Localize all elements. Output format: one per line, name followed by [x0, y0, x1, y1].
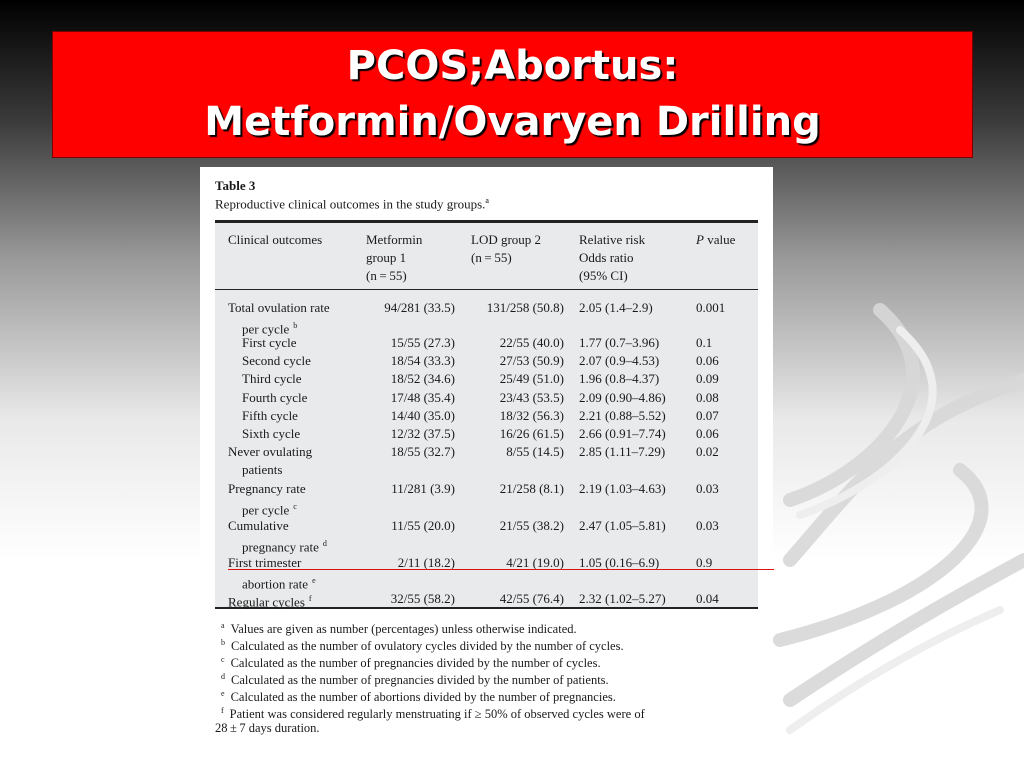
table-cell-risk: 1.77 (0.7–3.96): [579, 335, 660, 350]
footnote-text: Calculated as the number of abortions divided by the number of pregnancies.: [230, 690, 616, 705]
table-cell-lod: 27/53 (50.9): [499, 353, 564, 368]
table-row-label-text: Sixth cycle: [242, 426, 301, 441]
table-cell-metformin: 15/55 (27.3): [390, 335, 455, 350]
header-risk-line-3: (95% CI): [579, 268, 628, 283]
footnote-text: Calculated as the number of ovulatory cycles divided by the number of cycles.: [231, 639, 624, 654]
footnote-text: Calculated as the number of pregnancies divided by the number of cycles.: [230, 656, 601, 671]
table-cell-p: 0.06: [696, 426, 719, 441]
table-cell-risk: 2.21 (0.88–5.52): [579, 408, 666, 423]
highlight-underline: [228, 569, 774, 570]
table-cell-metformin: 11/55 (20.0): [391, 518, 455, 533]
table-cell-p: 0.07: [696, 408, 719, 423]
table-cell-risk: 1.05 (0.16–6.9): [579, 555, 660, 570]
footnote: [215, 720, 320, 737]
footnote-marker: d: [221, 672, 225, 681]
table-row-label-text: Fourth cycle: [242, 390, 308, 405]
table-cell-metformin: 14/40 (35.0): [390, 408, 455, 423]
table-row-label-text: First cycle: [242, 335, 297, 350]
header-p-value: [696, 231, 735, 249]
table-row-label-text: Cumulative: [228, 518, 289, 533]
header-risk-line-1: Relative risk: [579, 232, 646, 247]
footnote-text: 28 ± 7 days duration.: [215, 721, 320, 735]
table-row-label: [242, 461, 282, 479]
table-row-label-text: Total ovulation rate: [228, 300, 330, 315]
table-row-label-text: per cycle: [242, 502, 290, 518]
table-cell-lod: 21/55 (38.2): [499, 518, 564, 533]
table-cell-lod: 4/21 (19.0): [506, 555, 564, 570]
table-cell-risk: 2.47 (1.05–5.81): [579, 518, 666, 533]
footnote-text: Values are given as number (percentages) unless otherwise indicated.: [230, 622, 577, 637]
table-row-label-text: First trimester: [228, 555, 302, 570]
table-cell-risk: 2.07 (0.9–4.53): [579, 353, 660, 368]
table-cell-metformin: 18/55 (32.7): [390, 444, 455, 459]
table-row-label-text: patients: [242, 462, 283, 477]
table-row-label: [228, 299, 330, 317]
footnote-marker: e: [312, 576, 316, 585]
table-row-label-text: Never ovulating: [228, 444, 313, 459]
table-row-label: [228, 517, 289, 535]
table-cell-metformin: 94/281 (33.5): [384, 300, 455, 315]
header-metformin-line-1: Metformin: [366, 232, 423, 247]
footnote-text: Patient was considered regularly menstruating if ≥ 50% of observed cycles were of: [229, 707, 645, 722]
header-metformin-line-2: group 1: [366, 250, 407, 265]
table-row-label-text: Regular cycles: [228, 594, 305, 610]
table-cell-p: 0.09: [696, 371, 719, 386]
table-row-label-text: abortion rate: [242, 576, 309, 592]
table-label: Table 3: [215, 178, 256, 193]
header-clinical-outcomes: Clinical outcomes: [228, 232, 323, 247]
table-row-label: [242, 407, 298, 425]
table-row-label-text: Fifth cycle: [242, 408, 298, 423]
table-row-label: [228, 590, 312, 611]
header-p-italic: P: [696, 232, 704, 247]
table-cell-metformin: 18/52 (34.6): [390, 371, 455, 386]
footnote-marker: a: [221, 621, 225, 630]
table-cell-lod: 16/26 (61.5): [499, 426, 564, 441]
header-metformin-line-3: (n = 55): [366, 268, 407, 283]
table-row-label-text: per cycle: [242, 321, 290, 337]
table-row-label: [242, 425, 300, 443]
table-cell-lod: 131/258 (50.8): [486, 300, 564, 315]
table-row-label: [228, 443, 312, 461]
header-lod-line-2: (n = 55): [471, 250, 512, 265]
table-cell-lod: 8/55 (14.5): [506, 444, 564, 459]
footnote-marker: c: [221, 655, 225, 664]
table-cell-risk: 2.05 (1.4–2.9): [579, 300, 653, 315]
slide-title-banner: [52, 31, 973, 158]
table-caption-text: Reproductive clinical outcomes in the study groups.: [215, 196, 486, 212]
table-cell-p: 0.04: [696, 591, 719, 606]
table-cell-risk: 2.19 (1.03–4.63): [579, 481, 666, 496]
footnote-marker: f: [221, 706, 224, 715]
table-cell-p: 0.03: [696, 518, 719, 533]
table-cell-risk: 1.96 (0.8–4.37): [579, 371, 660, 386]
table-cell-p: 0.03: [696, 481, 719, 496]
footnote-text: Calculated as the number of pregnancies divided by the number of patients.: [231, 673, 609, 688]
table-cell-lod: 21/258 (8.1): [499, 481, 564, 496]
table-cell-lod: 18/32 (56.3): [499, 408, 564, 423]
table-cell-metformin: 11/281 (3.9): [391, 481, 455, 496]
table-row-label: [242, 370, 302, 388]
header-p-rest: value: [703, 232, 736, 247]
table-figure: [200, 167, 773, 747]
table-cell-metformin: 12/32 (37.5): [390, 426, 455, 441]
table-row-label-text: pregnancy rate: [242, 539, 319, 555]
footnote-marker: c: [293, 502, 297, 511]
table-row-label: [242, 334, 297, 352]
header-lod-line-1: LOD group 2: [471, 232, 542, 247]
table-row-label: [242, 352, 311, 370]
table-cell-risk: 2.32 (1.02–5.27): [579, 591, 666, 606]
table-cell-p: 0.02: [696, 444, 719, 459]
header-risk-line-2: Odds ratio: [579, 250, 634, 265]
table-cell-p: 0.08: [696, 390, 719, 405]
table-cell-risk: 2.66 (0.91–7.74): [579, 426, 666, 441]
table-cell-p: 0.1: [696, 335, 713, 350]
table-cell-lod: 42/55 (76.4): [499, 591, 564, 606]
slide-title-line-1: PCOS;Abortus:: [346, 43, 679, 89]
table-cell-metformin: 17/48 (35.4): [390, 390, 455, 405]
table-row-label-text: Second cycle: [242, 353, 311, 368]
data-table: [215, 220, 758, 609]
caption-footnote-marker: a: [485, 196, 489, 205]
slide-title-line-2: Metformin/Ovaryen Drilling: [204, 99, 821, 145]
table-cell-lod: 25/49 (51.0): [499, 371, 564, 386]
footnote-marker: b: [293, 321, 298, 330]
table-row-label-text: Pregnancy rate: [228, 481, 306, 496]
table-cell-metformin: 32/55 (58.2): [390, 591, 455, 606]
footnote-marker: b: [221, 638, 225, 647]
table-cell-risk: 2.09 (0.90–4.86): [579, 390, 666, 405]
footnote-marker: d: [322, 539, 327, 548]
header-divider: [215, 289, 758, 290]
table-row-label: [228, 480, 306, 498]
table-cell-lod: 23/43 (53.5): [499, 390, 564, 405]
table-caption: [215, 196, 489, 212]
table-cell-p: 0.06: [696, 353, 719, 368]
table-cell-lod: 22/55 (40.0): [499, 335, 564, 350]
table-row-label-text: Third cycle: [242, 371, 302, 386]
footnote-marker: e: [221, 689, 225, 698]
table-cell-metformin: 2/11 (18.2): [397, 555, 455, 570]
table-cell-p: 0.001: [696, 300, 726, 315]
table-cell-risk: 2.85 (1.11–7.29): [579, 444, 666, 459]
table-cell-p: 0.9: [696, 555, 713, 570]
table-row-label: [242, 389, 307, 407]
table-cell-metformin: 18/54 (33.3): [390, 353, 455, 368]
footnote-marker: f: [308, 594, 312, 603]
